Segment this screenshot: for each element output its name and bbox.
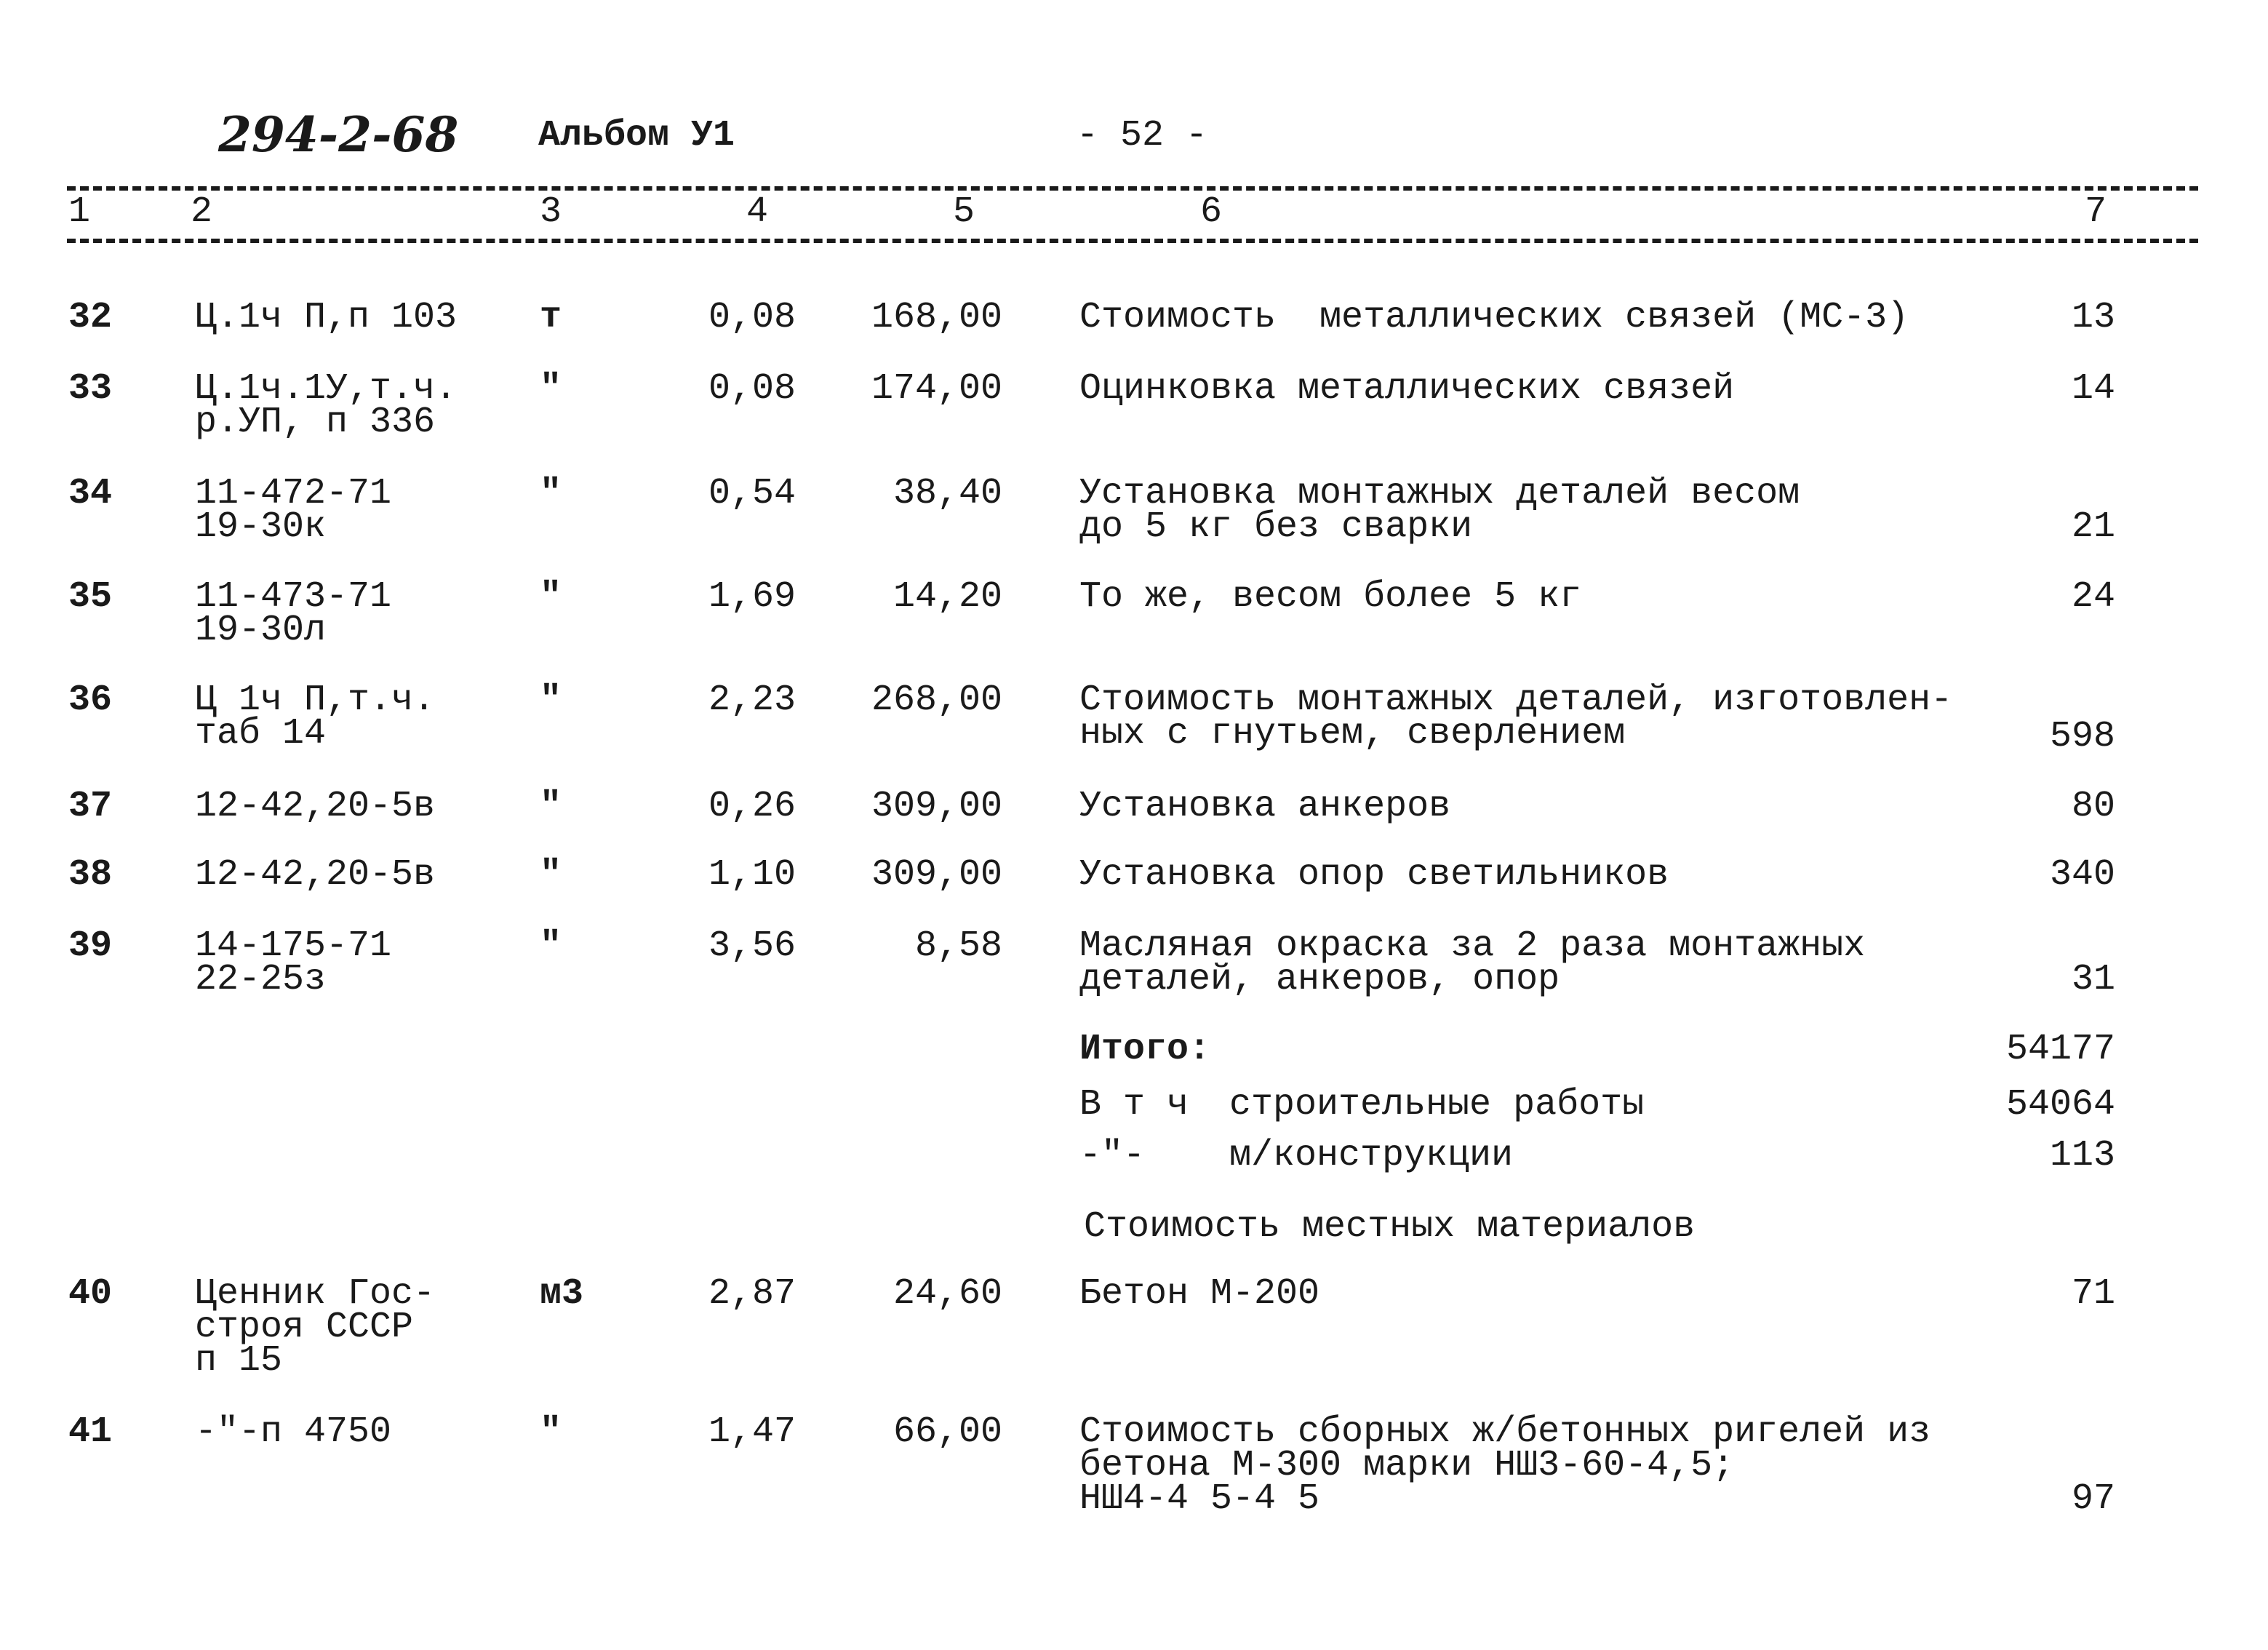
row-quantity: 0,08 xyxy=(708,368,796,410)
row-reference: 12-42,20-5в xyxy=(195,786,436,827)
row-total: 80 xyxy=(2071,786,2115,827)
row-total: 14 xyxy=(2071,368,2115,410)
row-unit: " xyxy=(540,368,562,410)
row-total: 31 xyxy=(2071,959,2115,1000)
row-description: Стоимость монтажных деталей, изготовлен- ных с гнутьем, сверлением xyxy=(1079,679,1953,754)
row-description: Установка опор светильников xyxy=(1079,854,1669,896)
row-total: 21 xyxy=(2071,506,2115,548)
album-label: Альбом У1 xyxy=(538,115,735,156)
row-description: Стоимость металлических связей (МС-3) xyxy=(1079,297,1909,338)
row-reference: Ц.1ч П,п 103 xyxy=(195,297,458,338)
row-total: 71 xyxy=(2071,1273,2115,1315)
summary-ditto-mark: -"- xyxy=(1079,1135,1146,1176)
row-unit: " xyxy=(540,473,562,514)
dashed-rule-top xyxy=(67,186,2198,191)
row-description: Установка анкеров xyxy=(1079,786,1451,827)
row-reference: 12-42,20-5в xyxy=(195,854,436,896)
row-description: Стоимость сборных ж/бетонных ригелей из бетона М-300 марки НШ3-60-4,5; НШ4-4 5-4 5 xyxy=(1079,1411,1931,1520)
row-reference: Ц 1ч П,т.ч. таб 14 xyxy=(195,679,436,754)
row-description: Масляная окраска за 2 раза монтажных деталей, анкеров, опор xyxy=(1079,925,1866,1000)
row-price: 66,00 xyxy=(893,1411,1002,1453)
row-unit: т xyxy=(540,297,562,338)
row-number: 40 xyxy=(68,1273,113,1315)
row-quantity: 1,47 xyxy=(708,1411,796,1453)
row-reference: Ценник Гос- строя СССР п 15 xyxy=(195,1273,436,1382)
summary-including-label: В т ч xyxy=(1079,1084,1189,1125)
row-price: 24,60 xyxy=(893,1273,1002,1315)
row-description: То же, весом более 5 кг xyxy=(1079,576,1582,618)
column-number-2: 2 xyxy=(191,191,213,233)
row-price: 168,00 xyxy=(871,297,1002,338)
row-quantity: 1,10 xyxy=(708,854,796,896)
row-quantity: 0,26 xyxy=(708,786,796,827)
column-number-5: 5 xyxy=(953,191,975,233)
row-reference: 11-472-71 19-30к xyxy=(195,473,392,548)
row-quantity: 2,23 xyxy=(708,679,796,721)
row-number: 39 xyxy=(68,925,113,967)
row-unit: " xyxy=(540,854,562,896)
row-reference: 11-473-71 19-30л xyxy=(195,576,392,651)
handwritten-document-code: 294-2-68 xyxy=(218,106,459,163)
row-number: 37 xyxy=(68,786,113,827)
row-total: 24 xyxy=(2071,576,2115,618)
row-price: 14,20 xyxy=(893,576,1002,618)
row-total: 97 xyxy=(2071,1478,2115,1520)
row-unit: " xyxy=(540,679,562,721)
row-number: 35 xyxy=(68,576,113,618)
row-total: 340 xyxy=(2049,854,2115,896)
row-quantity: 1,69 xyxy=(708,576,796,618)
row-price: 174,00 xyxy=(871,368,1002,410)
page-number: - 52 - xyxy=(1077,115,1208,156)
row-number: 34 xyxy=(68,473,113,514)
column-number-1: 1 xyxy=(68,191,91,233)
row-unit: " xyxy=(540,925,562,967)
row-price: 309,00 xyxy=(871,854,1002,896)
row-quantity: 0,08 xyxy=(708,297,796,338)
row-quantity: 0,54 xyxy=(708,473,796,514)
row-quantity: 2,87 xyxy=(708,1273,796,1315)
row-unit: " xyxy=(540,786,562,827)
row-total: 598 xyxy=(2049,716,2115,757)
dashed-rule-bottom xyxy=(67,239,2198,243)
row-number: 36 xyxy=(68,679,113,721)
column-number-4: 4 xyxy=(746,191,769,233)
row-number: 33 xyxy=(68,368,113,410)
row-reference: 14-175-71 22-25з xyxy=(195,925,392,1000)
row-reference: Ц.1ч.1У,т.ч. р.УП, п 336 xyxy=(195,368,458,443)
column-number-7: 7 xyxy=(2085,191,2107,233)
row-unit: м3 xyxy=(540,1273,584,1315)
row-price: 8,58 xyxy=(914,925,1002,967)
row-description: Бетон М-200 xyxy=(1079,1273,1320,1315)
summary-metal-value: 113 xyxy=(2049,1135,2115,1176)
row-unit: " xyxy=(540,1411,562,1453)
row-total: 13 xyxy=(2071,297,2115,338)
summary-construction-value: 54064 xyxy=(2005,1084,2115,1125)
row-number: 32 xyxy=(68,297,113,338)
row-unit: " xyxy=(540,576,562,618)
row-description: Оцинковка металлических связей xyxy=(1079,368,1735,410)
row-quantity: 3,56 xyxy=(708,925,796,967)
row-number: 38 xyxy=(68,854,113,896)
row-number: 41 xyxy=(68,1411,113,1453)
summary-metal-label: м/конструкции xyxy=(1229,1135,1514,1176)
column-number-3: 3 xyxy=(540,191,562,233)
section-heading-local-materials: Стоимость местных материалов xyxy=(1084,1206,1696,1248)
summary-total-label: Итого: xyxy=(1079,1029,1211,1070)
row-price: 38,40 xyxy=(893,473,1002,514)
row-reference: -"-п 4750 xyxy=(195,1411,392,1453)
column-number-6: 6 xyxy=(1200,191,1223,233)
summary-construction-label: строительные работы xyxy=(1229,1084,1645,1125)
summary-total-value: 54177 xyxy=(2005,1029,2115,1070)
row-price: 268,00 xyxy=(871,679,1002,721)
row-price: 309,00 xyxy=(871,786,1002,827)
row-description: Установка монтажных деталей весом до 5 кг без сварки xyxy=(1079,473,1800,548)
